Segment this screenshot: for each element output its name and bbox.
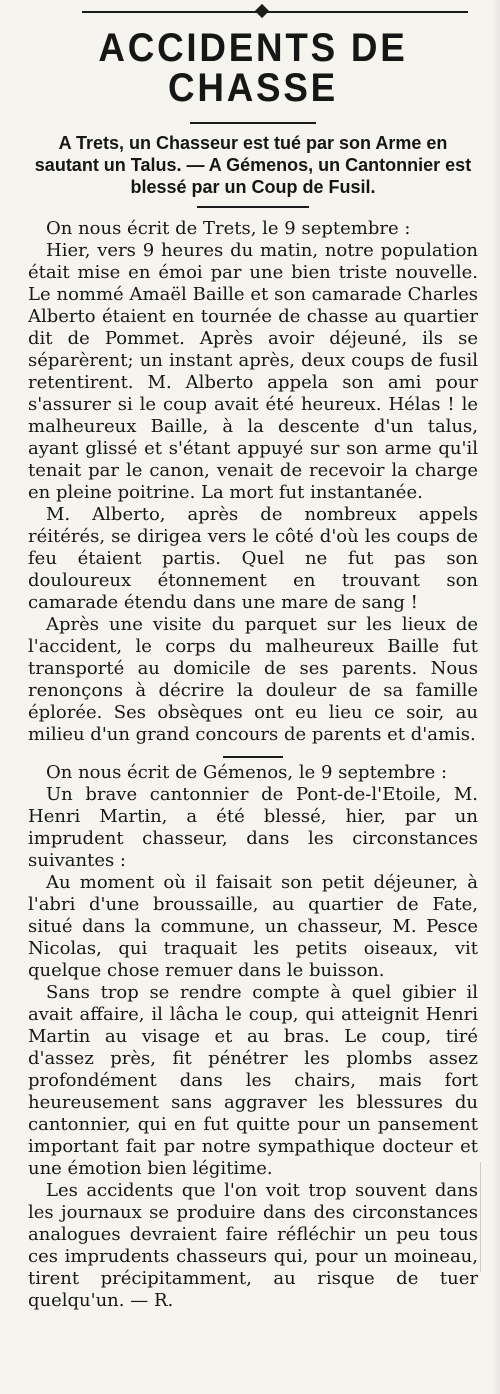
paragraph-gemenos-3: Sans trop se rendre compte à quel gibier il avait affaire, il lâcha le coup, qui atteignit Henri Martin au visage et au bras. Le coup, tiré d'assez près, fit pénétrer les plombs assez profondément dans les chairs, mais fort heureusement sans aggraver les blessures du cantonnier, qui en fut quitte pour un pansement important fait par notre sympathique docteur et une émotion bien légitime. (28, 982, 478, 1179)
paragraph-gemenos-4: Les accidents que l'on voit trop souvent dans les journaux se produire dans des circonstances analogues devraient faire réfléchir un peu tous ces imprudents chasseurs qui, pour un moineau, tirent précipitamment, au risque de tuer quelqu'un. — R. (28, 1180, 478, 1311)
paragraph-gemenos-2: Au moment où il faisait son petit déjeuner, à l'abri d'une broussaille, au quartier de Fate, situé dans la commune, un chasseur, M. Pesce Nicolas, qui traquait les petits oiseaux, vit quelque chose remuer dans le buisson. (28, 872, 478, 981)
margin-mark (480, 1162, 481, 1272)
top-ornament-icon (255, 4, 269, 18)
section-trets (28, 218, 478, 746)
section-rule (223, 756, 283, 758)
article-title: ACCIDENTS DE CHASSE (98, 26, 408, 110)
article-column (28, 20, 478, 1394)
dateline-trets: On nous écrit de Trets, le 9 septembre : (46, 218, 411, 239)
paragraph-gemenos-1: Un brave cantonnier de Pont-de-l'Etoile, M. Henri Martin, a été blessé, hier, par un imprudent chasseur, dans les circonstances suivantes : (28, 784, 478, 871)
paragraph-trets-1: Hier, vers 9 heures du matin, notre population était mise en émoi par une bien triste nouvelle. Le nommé Amaël Baille et son camarade Charles Alberto étaient en tournée de chasse au quartier dit de Pommet. Après avoir déjeuné, ils se séparèrent; un instant après, deux coups de fusil retentirent. M. Alberto appela son ami pour s'assurer si le coup avait été heureux. Hélas ! le malheureux Baille, à la descente d'un talus, ayant glissé et s'étant appuyé sur son arme qu'il tenait par le canon, venait de recevoir la charge en pleine poitrine. La mort fut instantanée. (28, 240, 478, 503)
headline-rule (190, 122, 316, 124)
section-gemenos (28, 762, 478, 1312)
paragraph-trets-2: M. Alberto, après de nombreux appels réitérés, se dirigea vers le côté d'où les coups de feu étaient partis. Quel ne fut pas son douloureux étonnement en trouvant son camarade étendu dans une mare de sang ! (28, 504, 478, 613)
page-edge-shadow (492, 0, 500, 1394)
dateline-gemenos: On nous écrit de Gémenos, le 9 septembre : (46, 762, 448, 783)
article-subtitle: A Trets, un Chasseur est tué par son Arme en sautant un Talus. — A Gémenos, un Cantonnier est blessé par un Coup de Fusil. (34, 133, 472, 197)
paragraph-trets-3: Après une visite du parquet sur les lieux de l'accident, le corps du malheureux Baille fut transporté au domicile de ses parents. Nous renonçons à décrire la douleur de sa famille éplorée. Ses obsèques ont eu lieu ce soir, au milieu d'un grand concours de parents et d'amis. (28, 614, 478, 745)
subhead-rule (197, 206, 309, 208)
top-rule (82, 11, 468, 13)
